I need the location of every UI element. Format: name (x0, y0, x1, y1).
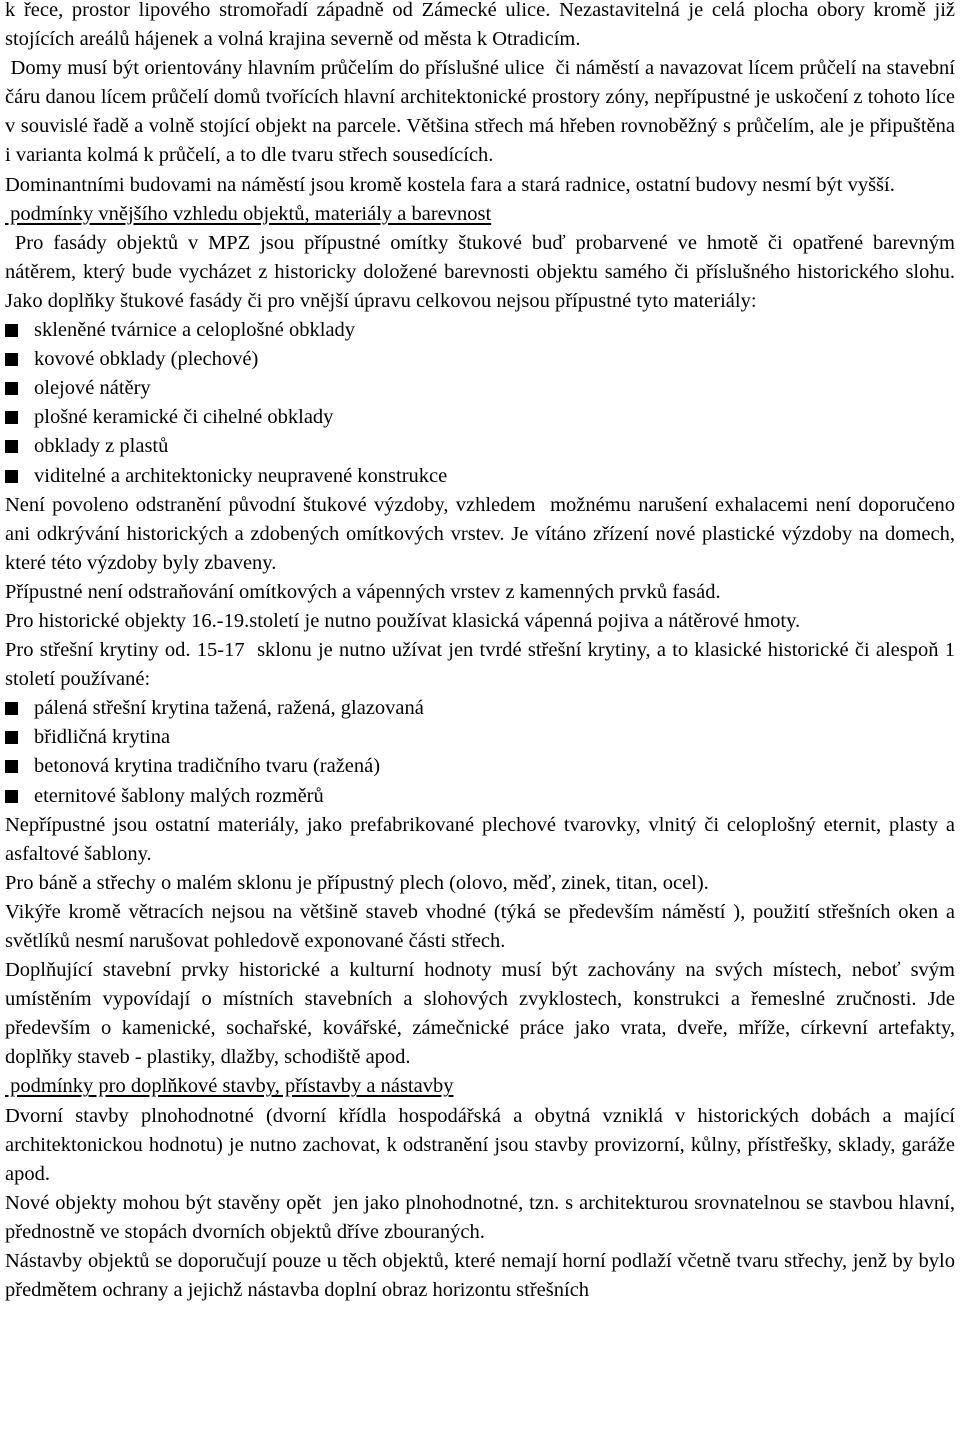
list-item (5, 316, 955, 345)
list-item (5, 723, 955, 752)
list-item-text: obklady z plastů (34, 435, 169, 458)
paragraph: Nástavby objektů se doporučují pouze u těch objektů, které nemají horní podlaží včetně tvaru střechy, jenž by bylo předmětem ochrany a jejichž nástavba doplní obraz horizontu střešních (5, 1250, 955, 1302)
square-bullet-icon (5, 470, 18, 483)
list-item-text: skleněné tvárnice a celoplošné obklady (34, 319, 356, 342)
paragraph: Domy musí být orientovány hlavním průčelím do příslušné ulice či náměstí a navazovat lícem průčelí na stavební čáru danou lícem průčelí domů tvořících hlavní architektonické prostory zóny, nepřípustné je uskočení z tohoto líce v souvislé řadě a volně stojící objekt na parcele. Většina střech má hřeben rovnoběžný s průčelím, ale je připuštěna i varianta kolmá k průčelí, a to dle tvaru střech sousedících. (5, 57, 960, 167)
paragraph: Dominantními budovami na náměstí jsou kromě kostela fara a stará radnice, ostatní budovy nesmí být vyšší. (5, 173, 895, 196)
square-bullet-icon (5, 731, 18, 744)
list-item (5, 752, 955, 781)
list-item (5, 694, 955, 723)
materials-list (5, 316, 955, 491)
paragraph: Není povoleno odstranění původní štukové výzdoby, vzhledem možnému narušení exhalacemi není doporučeno ani odkrývání historických a zdobených omítkových vrstev. Je vítáno zřízení nové plastické výzdoby na domech, které této výzdoby byly zbaveny. (5, 493, 960, 574)
list-item (5, 782, 955, 811)
square-bullet-icon (5, 382, 18, 395)
square-bullet-icon (5, 790, 18, 803)
list-item-text: betonová krytina tradičního tvaru (ražená) (34, 755, 381, 778)
list-item-text: viditelné a architektonicky neupravené konstrukce (34, 464, 448, 487)
paragraph: Vikýře kromě větracích nejsou na většině staveb vhodné (týká se především náměstí ), použití střešních oken a světlíků nesmí narušovat pohledově exponované části střech. (5, 900, 955, 952)
list-item (5, 403, 955, 432)
paragraph: Pro fasády objektů v MPZ jsou přípustné omítky štukové buď probarvené ve hmotě či opatřené barevným nátěrem, který bude vycházet z historicky doložené barevnosti objektu samého či příslušného historického slohu. Jako doplňky štukové fasády či pro vnější úpravu celkovou nejsou přípustné tyto materiály: (5, 231, 960, 312)
square-bullet-icon (5, 702, 18, 715)
document-page (5, 0, 960, 1305)
paragraph: Nepřípustné jsou ostatní materiály, jako prefabrikované plechové tvarovky, vlnitý či celoplošný eternit, plasty a asfaltové šablony. (5, 813, 955, 865)
list-item-text: břidličná krytina (34, 726, 171, 749)
square-bullet-icon (5, 324, 18, 337)
paragraph: Doplňující stavební prvky historické a kulturní hodnoty musí být zachovány na svých místech, neboť svým umístěním vypovídají o místních stavebních a slohových zvyklostech, konstrukci a řemeslné zručnosti. Jde především o kamenické, sochařské, kovářské, zámečnické práce jako vrata, dveře, mříže, církevní artefakty, doplňky staveb - plastiky, dlažby, schodiště apod. (5, 959, 955, 1069)
square-bullet-icon (5, 440, 18, 453)
list-item-text: olejové nátěry (34, 377, 151, 400)
paragraph: Dvorní stavby plnohodnotné (dvorní křídla hospodářská a obytná vzniklá v historických dobách a mající architektonickou hodnotu) je nutno zachovat, k odstranění jsou stavby provizorní, kůlny, přístřešky, sklady, garáže apod. (5, 1104, 955, 1185)
list-item (5, 462, 955, 491)
square-bullet-icon (5, 353, 18, 366)
paragraph: Pro báně a střechy o malém sklonu je přípustný plech (olovo, měď, zinek, titan, ocel). (5, 871, 709, 894)
roofing-list (5, 694, 955, 810)
paragraph: k řece, prostor lipového stromořadí západně od Zámecké ulice. Nezastavitelná je celá plocha obory kromě již stojících areálů hájenek a volná krajina severně od města k Otradicím. (5, 0, 955, 51)
paragraph: Nové objekty mohou být stavěny opět jen jako plnohodnotné, tzn. s architekturou srovnatelnou se stavbou hlavní, přednostně ve stopách dvorních objektů dříve zbouraných. (5, 1191, 960, 1243)
list-item (5, 432, 955, 461)
paragraph: Přípustné není odstraňování omítkových a vápenných vrstev z kamenných prvků fasád. (5, 580, 721, 603)
list-item (5, 374, 955, 403)
section-heading: podmínky pro doplňkové stavby, přístavby a nástavby (5, 1075, 454, 1098)
list-item (5, 345, 955, 374)
square-bullet-icon (5, 411, 18, 424)
list-item-text: plošné keramické či cihelné obklady (34, 406, 334, 429)
square-bullet-icon (5, 760, 18, 773)
list-item-text: kovové obklady (plechové) (34, 348, 259, 371)
section-heading: podmínky vnějšího vzhledu objektů, materiály a barevnost (5, 202, 492, 225)
paragraph: Pro střešní krytiny od. 15-17 sklonu je nutno užívat jen tvrdé střešní krytiny, a to klasické historické či alespoň 1 století používané: (5, 639, 960, 691)
list-item-text: eternitové šablony malých rozměrů (34, 784, 324, 807)
list-item-text: pálená střešní krytina tažená, ražená, glazovaná (34, 697, 424, 720)
paragraph: Pro historické objekty 16.-19.století je nutno používat klasická vápenná pojiva a nátěrové hmoty. (5, 609, 801, 632)
